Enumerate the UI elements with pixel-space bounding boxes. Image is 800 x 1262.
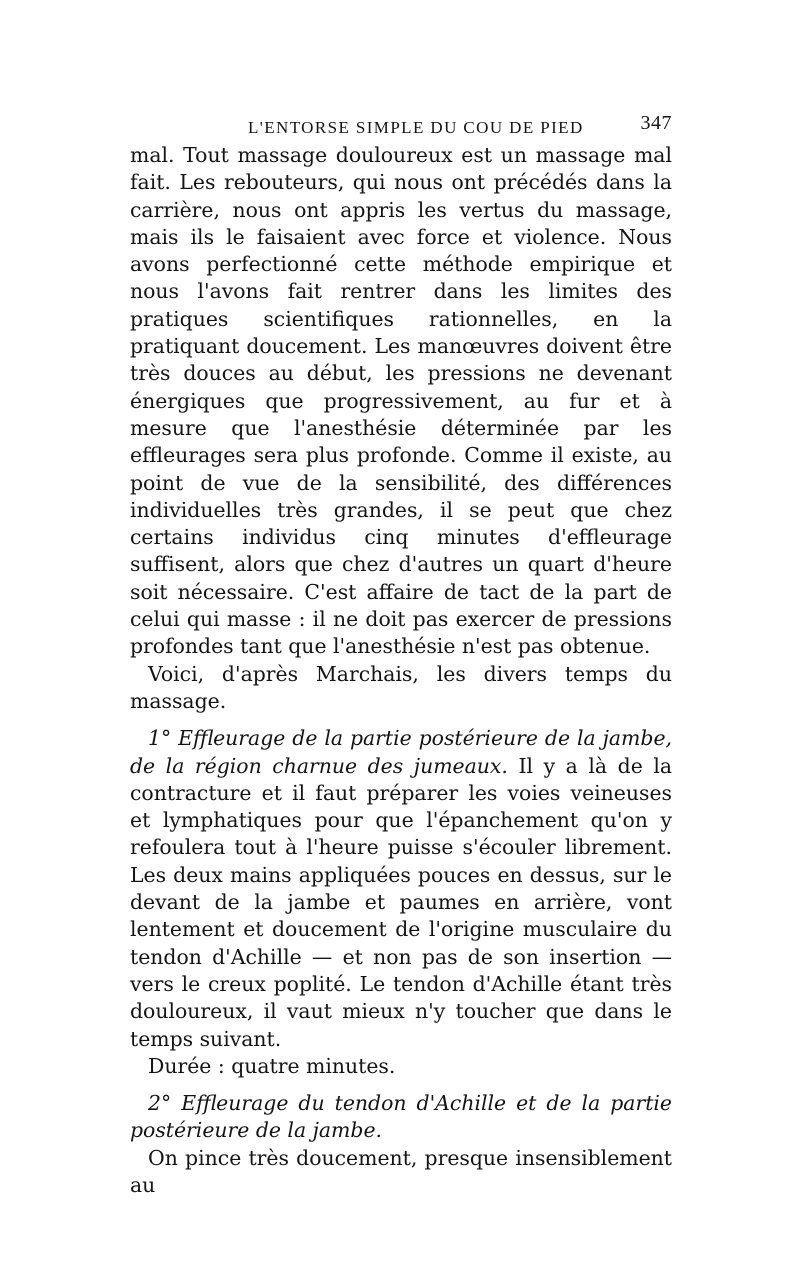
paragraph-massage-principles: mal. Tout massage douloureux est un massage mal fait. Les rebouteurs, qui nous ont précédés dans la carrière, nous ont appris les vertus du massage, mais ils le faisaient avec force et violence. Nous avons perfectionné cette méthode empirique et nous l'avons fait rentrer dans les limites des pratiques scientifiques rationnelles, en la pratiquant doucement. Les manœuvres doivent être très douces au début, les pressions ne devenant énergiques que progressivement, au fur et à mesure que l'anesthésie déterminée par les effleurages sera plus profonde. Comme il existe, au point de vue de la sensibilité, des différences individuelles très grandes, il se peut que chez certains individus cinq minutes d'effleurage suffisent, alors que chez d'autres un quart d'heure soit nécessaire. C'est affaire de tact de la part de celui qui masse : il ne doit pas exercer de pressions profondes tant que l'anesthésie n'est pas obtenue.: [130, 143, 672, 659]
body-text: [130, 142, 672, 1199]
running-head: [130, 112, 672, 142]
step-1-title: 1° Effleurage de la partie postérieure de la jambe, de la région charnue des jumeaux.: [130, 726, 672, 778]
book-page: [130, 112, 672, 1199]
paragraph-marchais-intro: Voici, d'après Marchais, les divers temps du massage.: [130, 661, 672, 713]
page-number: 347: [640, 112, 672, 134]
step-1-body: Il y a là de la contracture et il faut préparer les voies veineuses et lymphatiques pour que l'épanchement qu'on y refoulera tout à l'heure puisse s'écouler librement. Les deux mains appliquées pouces en dessus, sur le devant de la jambe et paumes en arrière, vont lentement et doucement de l'origine musculaire du tendon d'Achille — et non pas de son insertion — vers le creux poplité. Le tendon d'Achille étant très douloureux, il vaut mieux n'y toucher que dans le temps suivant.: [130, 753, 672, 1051]
paragraph-step-2-title: 2° Effleurage du tendon d'Achille et de la partie postérieure de la jambe.: [130, 1091, 672, 1143]
paragraph-duration: Durée : quatre minutes.: [148, 1053, 396, 1078]
paragraph-step-1: [130, 725, 672, 1053]
running-title: L'ENTORSE SIMPLE DU COU DE PIED: [248, 118, 584, 137]
paragraph-step-2-body: On pince très doucement, presque insensiblement au: [130, 1145, 672, 1197]
